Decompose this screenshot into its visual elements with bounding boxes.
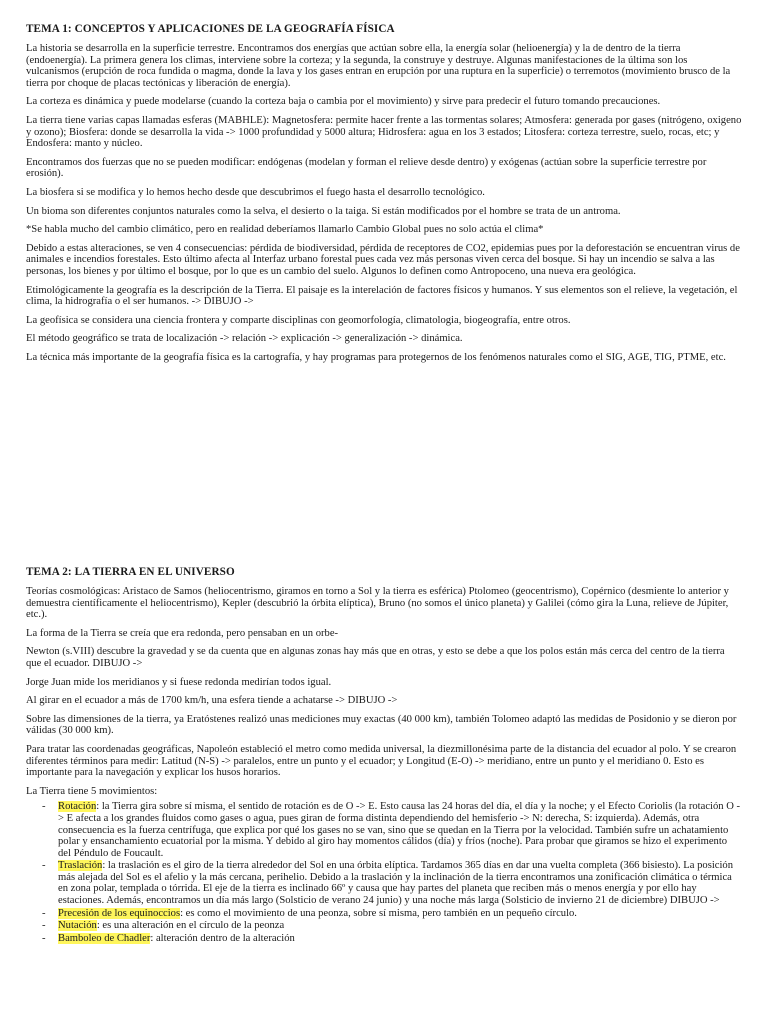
- paragraph: *Se habla mucho del cambio climático, pero en realidad deberíamos llamarlo Cambio Global pues no solo actúa el clima*: [26, 224, 544, 236]
- section-title: TEMA 2: LA TIERRA EN EL UNIVERSO: [26, 566, 235, 578]
- paragraph: La biosfera si se modifica y lo hemos hecho desde que descubrimos el fuego hasta el desarrollo tecnológico.: [26, 186, 485, 198]
- paragraph: Para tratar las coordenadas geográficas, Napoleón estableció el metro como medida universal, la diezmillonésima parte de la distancia del ecuador al polo. Y se crearon diferentes términos para medir: Latitud (N-S) -> paralelos, entre un punto y el ecuador; y Longitud (E-O) -> meridiano, entre un punto y el meridiano 0. Esto es importante para la navegación y explicar los husos horarios.: [26, 743, 737, 779]
- list-item-text: : la traslación es el giro de la tierra alrededor del Sol en una órbita elíptica. Tardamos 365 días en dar una vuelta completa (366 bisiesto). La posición más alejada del Sol es el afelio y la más cercana, perihelio. Debido a la traslación y la inclinación de la tierra encontramos una zonificación climática o térmica en zona polar, templada o tórrida. El eje de la tierra es inclinado 66º y causa que hay partes del planeta que reciben más o menos energía y por ello hay estaciones. Además, encontramos un día más largo (Solsticio de verano 24 junio) y una noche más larga (Solsticio de invierno 21 de diciembre) DIBUJO ->: [58, 860, 733, 907]
- paragraph: Un bioma son diferentes conjuntos naturales como la selva, el desierto o la taiga. Si están modificados por el hombre se trata de un antroma.: [26, 205, 621, 217]
- paragraph: El método geográfico se trata de localización -> relación -> explicación -> generalización -> dinámica.: [26, 333, 463, 345]
- list-item-text: : es una alteración en el círculo de la peonza: [96, 920, 285, 932]
- paragraph: Etimológicamente la geografía es la descripción de la Tierra. El paisaje es la interelación de factores físicos y humanos. Y sus elementos son el relieve, la vegetación, el clima, la hidrografía o el ser humanos. -> DIBUJO ->: [26, 284, 738, 308]
- paragraph: Teorías cosmológicas: Aristaco de Samos (heliocentrismo, giramos en torno a Sol y la tierra es esférica) Ptolomeo (geocentrismo), Copérnico (desmiente lo anterior y demuestra científicamente el heliocentrismo), Kepler (descubrió la órbita elíptica), Bruno (no somos el único planeta) y Galilei (cómo gira la Luna, relieve de Júpiter, etc.).: [26, 586, 729, 621]
- paragraph: La tierra tiene varias capas llamadas esferas (MABHLE): Magnetosfera: permite hacer frente a las tormentas solares; Atmosfera: generada por gases (nitrógeno, oxigeno y ozono); Biosfera: donde se desarrolla la vida -> 1000 profundidad y 5000 altura; Hidrosfera: agua en los 3 estados; Litosfera: corteza terrestre, suelo, rocas, etc; y Endosfera: manto y núcleo.: [26, 114, 742, 150]
- section-tema-2: [26, 566, 742, 945]
- list-item: [26, 801, 742, 859]
- paragraph: Sobre las dimensiones de la tierra, ya Eratóstenes realizó unas mediciones muy exactas (40 000 km), también Tolomeo adaptó las medidas de Posidonio y se dieron por válidas (30 000 km).: [26, 713, 737, 737]
- list-item: [26, 933, 742, 945]
- list-item-text: : es como el movimiento de una peonza, sobre sí misma, pero también en un pequeño círculo.: [180, 907, 577, 919]
- highlighted-term: Traslación: [58, 860, 103, 872]
- highlighted-term: Bamboleo de Chadler: [58, 932, 151, 944]
- paragraph: La historia se desarrolla en la superficie terrestre. Encontramos dos energías que actúan sobre ella, la energía solar (helioenergía) y la de dentro de la tierra (endoenergía). La primera genera los climas, interviene sobre la corteza; y la segunda, la construye y destruye. Algunas manifestaciones de la última son los vulcanismos (erupción de roca fundida o magma, donde la lava y los gases entran en erupción por una ruptura en la superficie) o terremotos (movimiento brusco de la tierra por choque de placas tectónicas y liberación de energía).: [26, 43, 731, 89]
- list-item-text: : alteración dentro de la alteración: [150, 932, 295, 944]
- paragraph: La forma de la Tierra se creía que era redonda, pero pensaban en un orbe-: [26, 627, 339, 639]
- highlighted-term: Precesión de los equinoccios: [58, 907, 181, 919]
- paragraph: Newton (s.VIII) descubre la gravedad y se da cuenta que en algunas zonas hay más que en otras, y esto se debe a que los polos están más cerca del centro de la tierra que el ecuador. DIBUJO ->: [26, 646, 725, 669]
- movements-list: [26, 801, 742, 944]
- paragraph: La Tierra tiene 5 movimientos:: [26, 785, 158, 797]
- paragraph: Encontramos dos fuerzas que no se pueden modificar: endógenas (modelan y forman el relieve desde dentro) y exógenas (actúan sobre la superficie terrestre por erosión).: [26, 156, 707, 180]
- paragraph: La geofísica se considera una ciencia frontera y comparte disciplinas con geomorfología, climatologia, biogeografía, entre otros.: [26, 314, 571, 326]
- paragraph: La técnica más importante de la geografía física es la cartografía, y hay programas para protegernos de los fenómenos naturales como el SIG, AGE, TIG, PTME, etc.: [26, 351, 726, 363]
- highlighted-term: Nutación: [58, 920, 97, 932]
- list-item: [26, 908, 742, 920]
- paragraph: La corteza es dinámica y puede modelarse (cuando la corteza baja o cambia por el movimiento) y sirve para predecir el futuro tomando precauciones.: [26, 96, 661, 108]
- section-tema-1: [26, 23, 742, 370]
- list-item: [26, 860, 742, 906]
- paragraph: Jorge Juan mide los meridianos y si fuese redonda medirían todos igual.: [26, 676, 332, 688]
- list-item: [26, 920, 742, 932]
- paragraph: Debido a estas alteraciones, se ven 4 consecuencias: pérdida de biodiversidad, pérdida de receptores de CO2, epidemias pues por la deforestación se encuentran virus de animales e incendios forestales. Esto último afecta al Interfaz urbano forestal pues cada vez más personas viven cerca del bosque. Si hay un incendio se salva a las personas, los bienes y por último el bosque, por lo que es un cambio del suelo. Algunos lo definen como Antropoceno, una nueva era geológica.: [26, 242, 740, 277]
- paragraph: Al girar en el ecuador a más de 1700 km/h, una esfera tiende a achatarse -> DIBUJO ->: [26, 695, 398, 707]
- highlighted-term: Rotación: [58, 801, 97, 813]
- list-item-text: : la Tierra gira sobre sí misma, el sentido de rotación es de O -> E. Esto causa las 24 horas del día, el día y la noche; y el Efecto Coriolis (la rotación O -> E afecta a los grandes fluidos como gases o agua, pues giran de forma distinta dependiendo del hemisferio -> N: derecha, S: izquierda). Además, otra consecuencia es la fuerza centrífuga, que explica por qué los gases no se van, sino que se quedan en la Tierra por la velocidad. También sufre un achatamiento polar y ensanchamiento ecuatorial por la misma. Y debido al giro hay momentos cálidos (día) y fríos (noche). Para probar que giramos se hizo el experimento del Péndulo de Foucault.: [58, 801, 741, 859]
- section-title: TEMA 1: CONCEPTOS Y APLICACIONES DE LA GEOGRAFÍA FÍSICA: [26, 23, 395, 35]
